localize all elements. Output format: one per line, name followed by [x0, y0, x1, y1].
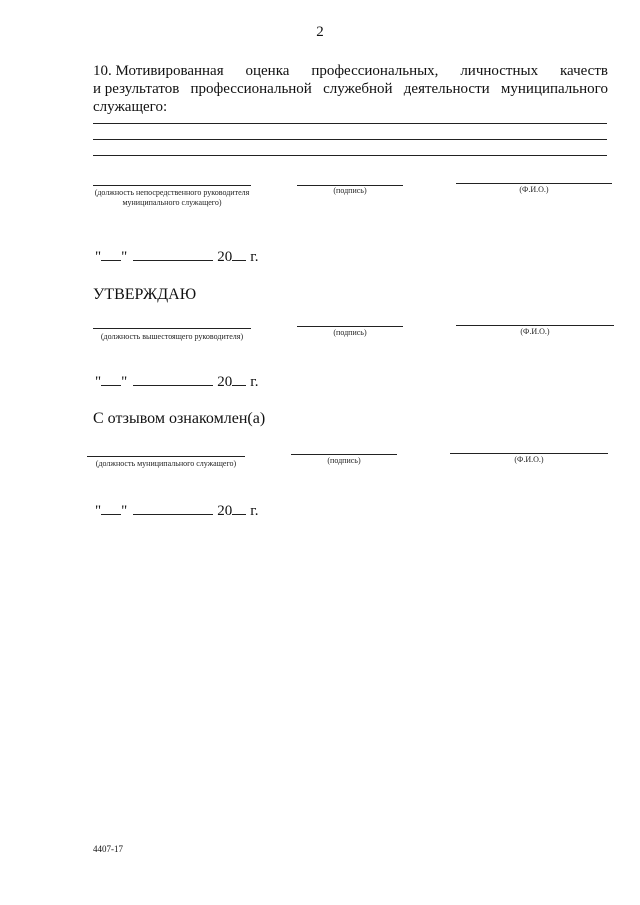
year-suffix: г.	[250, 503, 259, 519]
position-caption: (должность непосредственного руководителя муниципального служащего)	[94, 188, 250, 207]
word: личностных	[460, 63, 539, 79]
position-caption: (должность муниципального служащего)	[95, 459, 237, 468]
date-line	[95, 373, 258, 391]
position-line[interactable]	[93, 328, 251, 329]
month-blank[interactable]	[133, 502, 213, 515]
day-blank[interactable]	[101, 502, 121, 515]
name-caption: (Ф.И.О.)	[514, 455, 544, 464]
date-quote-open: "	[95, 374, 102, 390]
word: служебной	[323, 81, 393, 97]
name-line[interactable]	[450, 453, 608, 454]
position-caption: (должность вышестоящего руководителя)	[100, 332, 244, 341]
year-blank[interactable]	[232, 373, 246, 386]
word: муниципального	[500, 81, 608, 97]
word: и результатов	[93, 81, 180, 97]
answer-line[interactable]	[93, 155, 607, 156]
year-suffix: г.	[250, 249, 259, 265]
signature-line[interactable]	[291, 454, 397, 455]
name-caption: (Ф.И.О.)	[520, 327, 550, 336]
date-line	[95, 502, 258, 520]
date-quote-close: "	[121, 249, 128, 265]
word: деятельности	[403, 81, 490, 97]
date-quote-open: "	[95, 249, 102, 265]
signature-caption: (подпись)	[333, 328, 367, 337]
date-line	[95, 248, 258, 266]
word: профессиональных,	[311, 63, 439, 79]
answer-line[interactable]	[93, 139, 607, 140]
word: качеств	[559, 63, 608, 79]
date-quote-close: "	[121, 503, 128, 519]
year-blank[interactable]	[232, 248, 246, 261]
year-blank[interactable]	[232, 502, 246, 515]
year-prefix: 20	[217, 249, 233, 265]
signature-line[interactable]	[297, 326, 403, 327]
answer-line[interactable]	[93, 123, 607, 124]
section-10-paragraph	[93, 62, 608, 116]
word: оценка	[245, 63, 290, 79]
approve-heading: УТВЕРЖДАЮ	[93, 286, 197, 303]
position-line[interactable]	[87, 456, 245, 457]
year-prefix: 20	[217, 374, 233, 390]
day-blank[interactable]	[101, 248, 121, 261]
signature-caption: (подпись)	[333, 186, 367, 195]
paragraph-line-3: служащего:	[93, 99, 168, 115]
position-line[interactable]	[93, 185, 251, 186]
word: профессиональной	[190, 81, 312, 97]
day-blank[interactable]	[101, 373, 121, 386]
acquainted-heading: С отзывом ознакомлен(а)	[93, 410, 266, 427]
paragraph-line-2	[93, 80, 608, 98]
date-quote-close: "	[121, 374, 128, 390]
name-line[interactable]	[456, 183, 612, 184]
date-quote-open: "	[95, 503, 102, 519]
signature-caption: (подпись)	[327, 456, 361, 465]
word: 10. Мотивированная	[93, 63, 224, 79]
name-line[interactable]	[456, 325, 614, 326]
name-caption: (Ф.И.О.)	[519, 185, 549, 194]
footer-code: 4407-17	[93, 844, 123, 854]
month-blank[interactable]	[133, 248, 213, 261]
year-prefix: 20	[217, 503, 233, 519]
year-suffix: г.	[250, 374, 259, 390]
page-number: 2	[316, 24, 324, 40]
month-blank[interactable]	[133, 373, 213, 386]
paragraph-line-1	[93, 62, 608, 80]
